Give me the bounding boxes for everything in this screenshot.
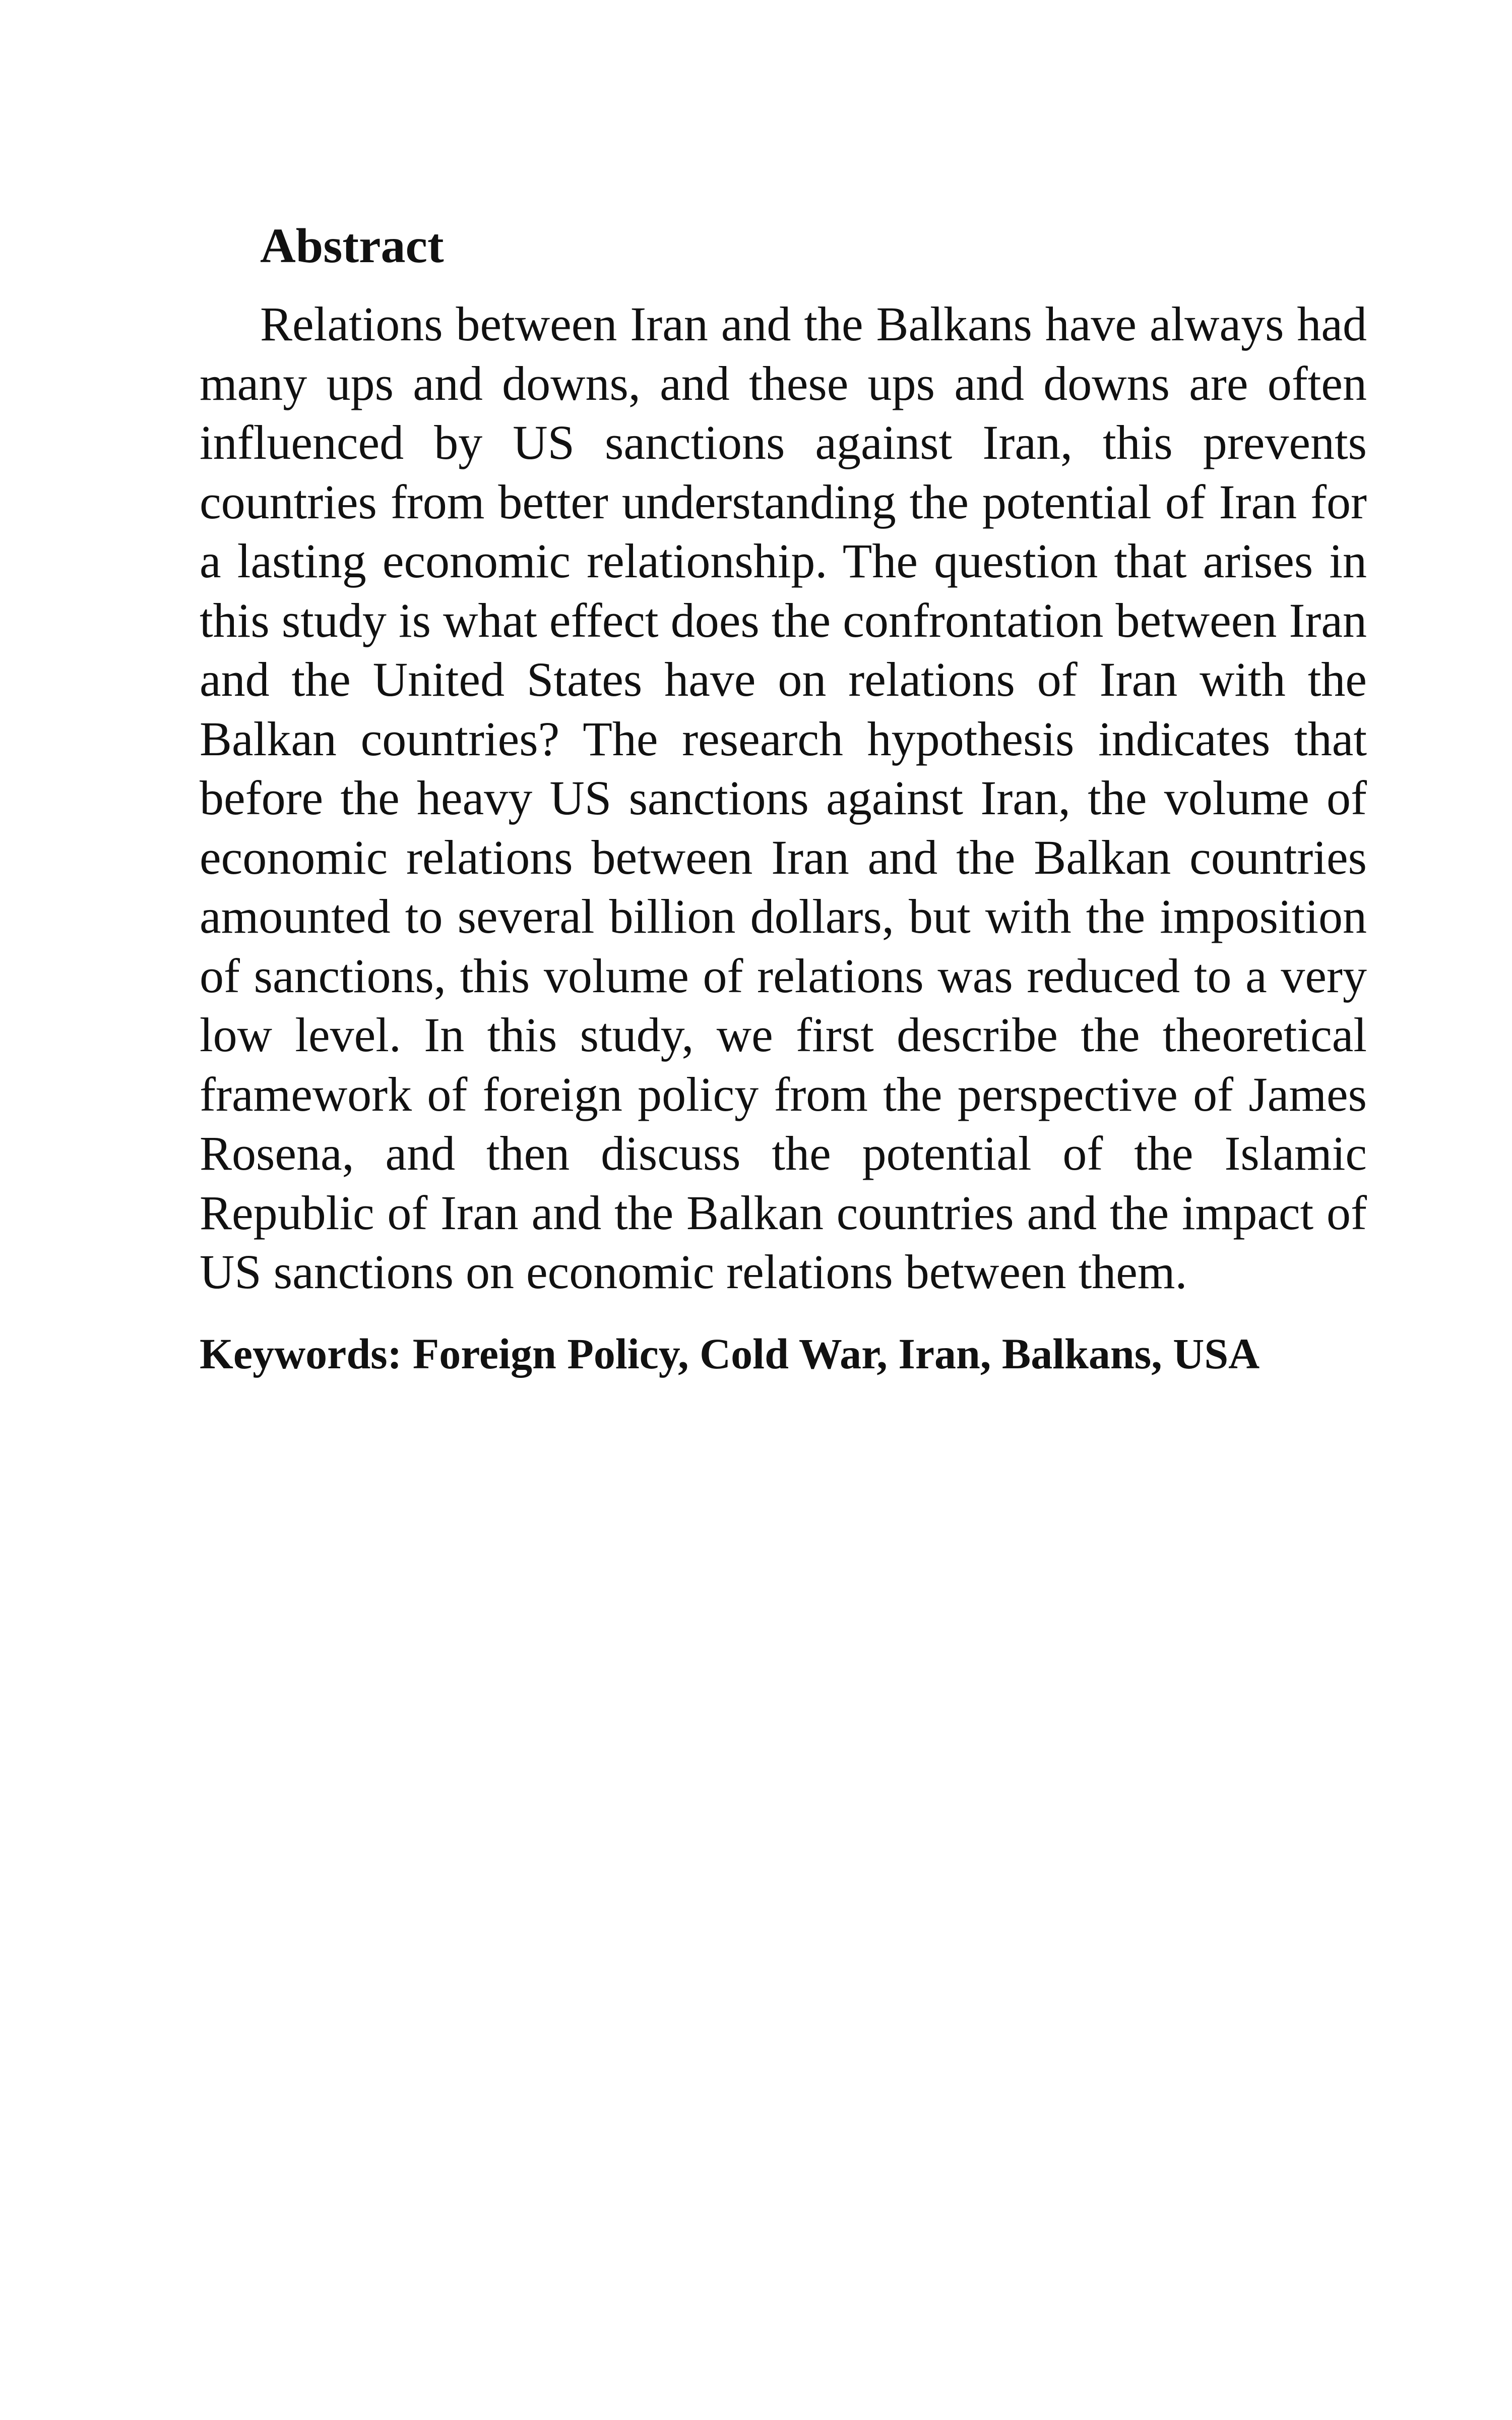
keywords-line: Keywords: Foreign Policy, Cold War, Iran, Balkans, USA	[200, 1329, 1260, 1378]
abstract-section	[200, 217, 1367, 1381]
abstract-heading: Abstract	[260, 219, 444, 273]
abstract-body: Relations between Iran and the Balkans have always had many ups and downs, and these ups and downs are often influenced by US sanctions against Iran, this prevents countries from better understanding the potential of Iran for a lasting economic relationship. The question that arises in this study is what effect does the confrontation between Iran and the United States have on relations of Iran with the Balkan countries? The research hypothesis indicates that before the heavy US sanctions against Iran, the volume of economic relations between Iran and the Balkan countries amounted to several billion dollars, but with the imposition of sanctions, this volume of relations was reduced to a very low level. In this study, we first describe the theoretical framework of foreign policy from the perspective of James Rosena, and then discuss the potential of the Islamic Republic of Iran and the Balkan countries and the impact of US sanctions on economic relations between them.	[200, 297, 1367, 1299]
